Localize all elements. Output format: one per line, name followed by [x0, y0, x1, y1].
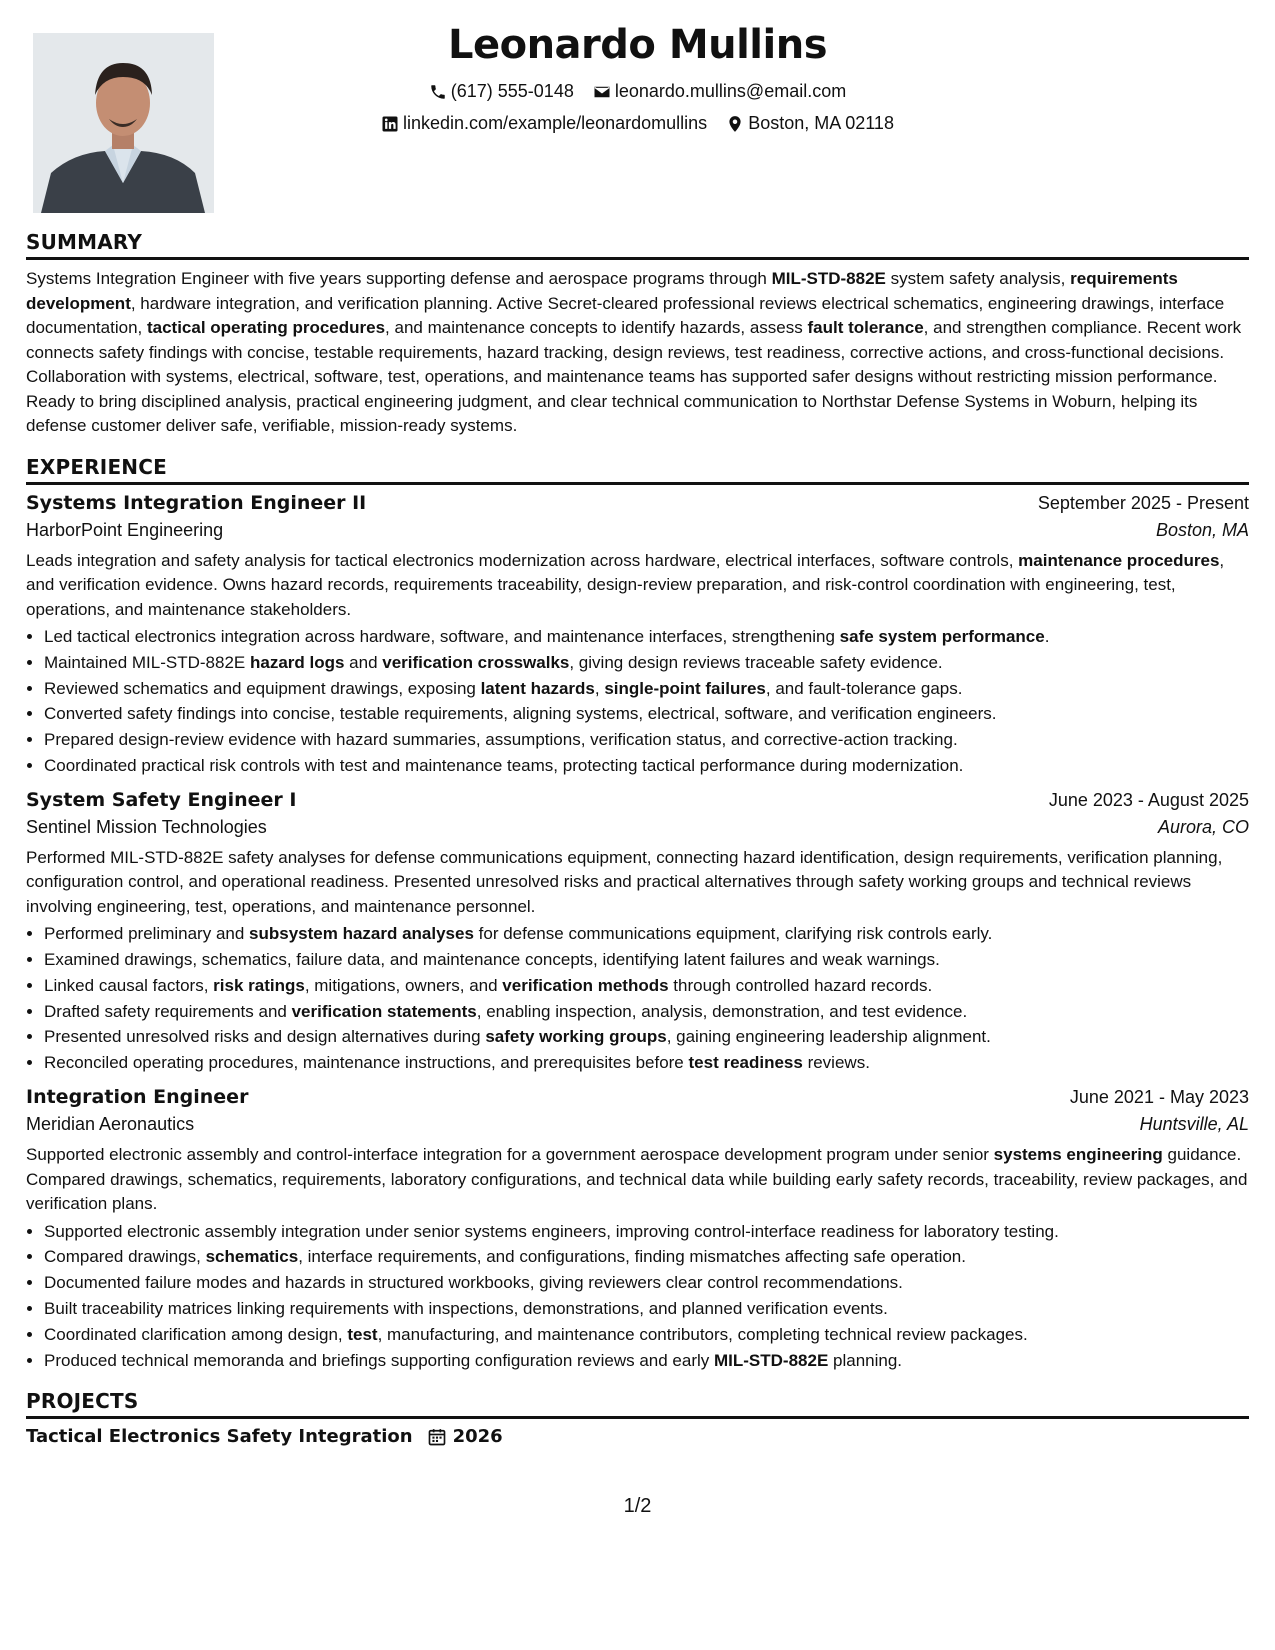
job-title: Integration Engineer — [26, 1086, 249, 1109]
job-dates: September 2025 - Present — [1037, 492, 1249, 513]
list-item: • Reconciled operating procedures, maintenance instructions, and prerequisites before test readiness reviews. — [44, 1050, 1249, 1076]
job-bullets — [26, 921, 1249, 1076]
project-name: Tactical Electronics Safety Integration — [26, 1426, 413, 1448]
linkedin-icon — [381, 115, 399, 133]
list-item: • Examined drawings, schematics, failure data, and maintenance concepts, identifying latent failures and weak warnings. — [44, 947, 1249, 973]
email-text: leonardo.mullins@email.com — [614, 81, 847, 101]
list-item: • Maintained MIL-STD-882E hazard logs and verification crosswalks, giving design reviews traceable safety evidence. — [44, 650, 1249, 676]
contact-phone[interactable] — [429, 81, 574, 102]
contact-line-secondary — [26, 113, 1249, 138]
mail-icon — [593, 83, 611, 101]
section-title-projects: PROJECTS — [26, 1389, 1249, 1419]
job-location: Boston, MA — [1155, 519, 1249, 540]
job-description: Performed MIL-STD-882E safety analyses for defense communications equipment, connecting hazard identification, design requirements, verification planning, configuration control, and operational readiness. Presented unresolved risks and practical alternatives through safety working groups and technical reviews involving engineering, test, operations, and maintenance personnel. — [26, 847, 1223, 916]
job-company: Meridian Aeronautics — [26, 1114, 195, 1135]
list-item: • Linked causal factors, risk ratings, mitigations, owners, and verification methods through controlled hazard records. — [44, 973, 1249, 999]
list-item: • Coordinated practical risk controls with test and maintenance teams, protecting tactical performance during modernization. — [44, 753, 1249, 779]
list-item: • Drafted safety requirements and verification statements, enabling inspection, analysis, demonstration, and test evidence. — [44, 999, 1249, 1025]
linkedin-text: linkedin.com/example/leonardomullins — [403, 113, 708, 133]
list-item: • Coordinated clarification among design, test, manufacturing, and maintenance contributors, completing technical review packages. — [44, 1322, 1249, 1348]
phone-text: (617) 555-0148 — [450, 81, 574, 101]
job-bullets — [26, 1219, 1249, 1374]
list-item: • Performed preliminary and subsystem hazard analyses for defense communications equipment, clarifying risk controls early. — [44, 921, 1249, 947]
page-number: 1/2 — [623, 1495, 652, 1517]
candidate-name: Leonardo Mullins — [447, 22, 828, 68]
list-item: • Supported electronic assembly integration under senior systems engineers, improving control-interface readiness for laboratory testing. — [44, 1219, 1249, 1245]
list-item: • Prepared design-review evidence with hazard summaries, assumptions, verification status, and corrective-action tracking. — [44, 727, 1249, 753]
list-item: • Converted safety findings into concise, testable requirements, aligning systems, electrical, software, and verification engineers. — [44, 701, 1249, 727]
list-item: • Presented unresolved risks and design alternatives during safety working groups, gaining engineering leadership alignment. — [44, 1024, 1249, 1050]
resume-page — [26, 0, 1249, 1447]
job-company: HarborPoint Engineering — [26, 519, 224, 540]
calendar-icon — [427, 1427, 447, 1447]
contact-location — [726, 113, 894, 134]
list-item: • Documented failure modes and hazards in structured workbooks, giving reviewers clear control recommendations. — [44, 1270, 1249, 1296]
list-item: • Compared drawings, schematics, interface requirements, and configurations, finding mismatches affecting safe operation. — [44, 1244, 1249, 1270]
job-description: Supported electronic assembly and control-interface integration for a government aerospace development program under senior systems engineering guidance. Compared drawings, schematics, requirements, laboratory configurations, and technical data while building early safety records, traceability, review packages, and verification plans. — [26, 1145, 1248, 1214]
job-title: System Safety Engineer I — [26, 788, 297, 811]
job-bullets — [26, 624, 1249, 779]
job-description: Leads integration and safety analysis for tactical electronics modernization across hardware, electrical interfaces, software controls, maintenance procedures, and verification evidence. Owns hazard records, requirements traceability, design-review preparation, and risk-control coordination with engineering, test, operations, and maintenance stakeholders. — [26, 550, 1225, 619]
job-dates: June 2023 - August 2025 — [1048, 789, 1249, 810]
list-item: • Produced technical memoranda and briefings supporting configuration reviews and early MIL-STD-882E planning. — [44, 1348, 1249, 1374]
location-text: Boston, MA 02118 — [748, 113, 894, 133]
projects-section — [26, 1389, 1249, 1447]
contact-line-primary — [26, 81, 1249, 106]
job-location: Huntsville, AL — [1139, 1114, 1249, 1135]
section-title-experience: EXPERIENCE — [26, 455, 1249, 485]
contact-linkedin[interactable] — [381, 113, 707, 134]
job-company: Sentinel Mission Technologies — [26, 816, 267, 837]
summary-section — [26, 230, 1249, 439]
contact-email[interactable] — [593, 81, 846, 102]
job-entry — [26, 789, 1249, 1076]
map-pin-icon — [726, 115, 744, 133]
list-item: • Reviewed schematics and equipment drawings, exposing latent hazards, single-point failures, and fault-tolerance gaps. — [44, 676, 1249, 702]
resume-header — [26, 0, 1249, 230]
project-year: 2026 — [452, 1426, 503, 1448]
job-entry — [26, 492, 1249, 779]
job-entry — [26, 1086, 1249, 1373]
section-title-summary: SUMMARY — [26, 230, 1249, 260]
job-location: Aurora, CO — [1157, 816, 1249, 837]
phone-icon — [429, 83, 447, 101]
experience-section — [26, 455, 1249, 1374]
project-item — [26, 1426, 1249, 1447]
list-item: • Built traceability matrices linking requirements with inspections, demonstrations, and planned verification events. — [44, 1296, 1249, 1322]
list-item: • Led tactical electronics integration across hardware, software, and maintenance interfaces, strengthening safe system performance. — [44, 624, 1249, 650]
summary-text: Systems Integration Engineer with five years supporting defense and aerospace programs through MIL-STD-882E system safety analysis, requirements development, hardware integration, and verification planning. Active Secret-cleared professional reviews electrical schematics, engineering drawings, interface documentation, tactical operating procedures, and maintenance concepts to identify hazards, assess fault tolerance, and strengthen compliance. Recent work connects safety findings with concise, testable requirements, hazard tracking, design reviews, test readiness, corrective actions, and cross-functional decisions. Collaboration with systems, electrical, software, test, operations, and maintenance teams has supported safer designs without restricting mission performance. Ready to bring disciplined analysis, practical engineering judgment, and clear technical communication to Northstar Defense Systems in Woburn, helping its defense customer deliver safe, verifiable, mission-ready systems. — [26, 269, 1242, 435]
job-dates: June 2021 - May 2023 — [1069, 1087, 1249, 1108]
job-title: Systems Integration Engineer II — [26, 491, 367, 514]
